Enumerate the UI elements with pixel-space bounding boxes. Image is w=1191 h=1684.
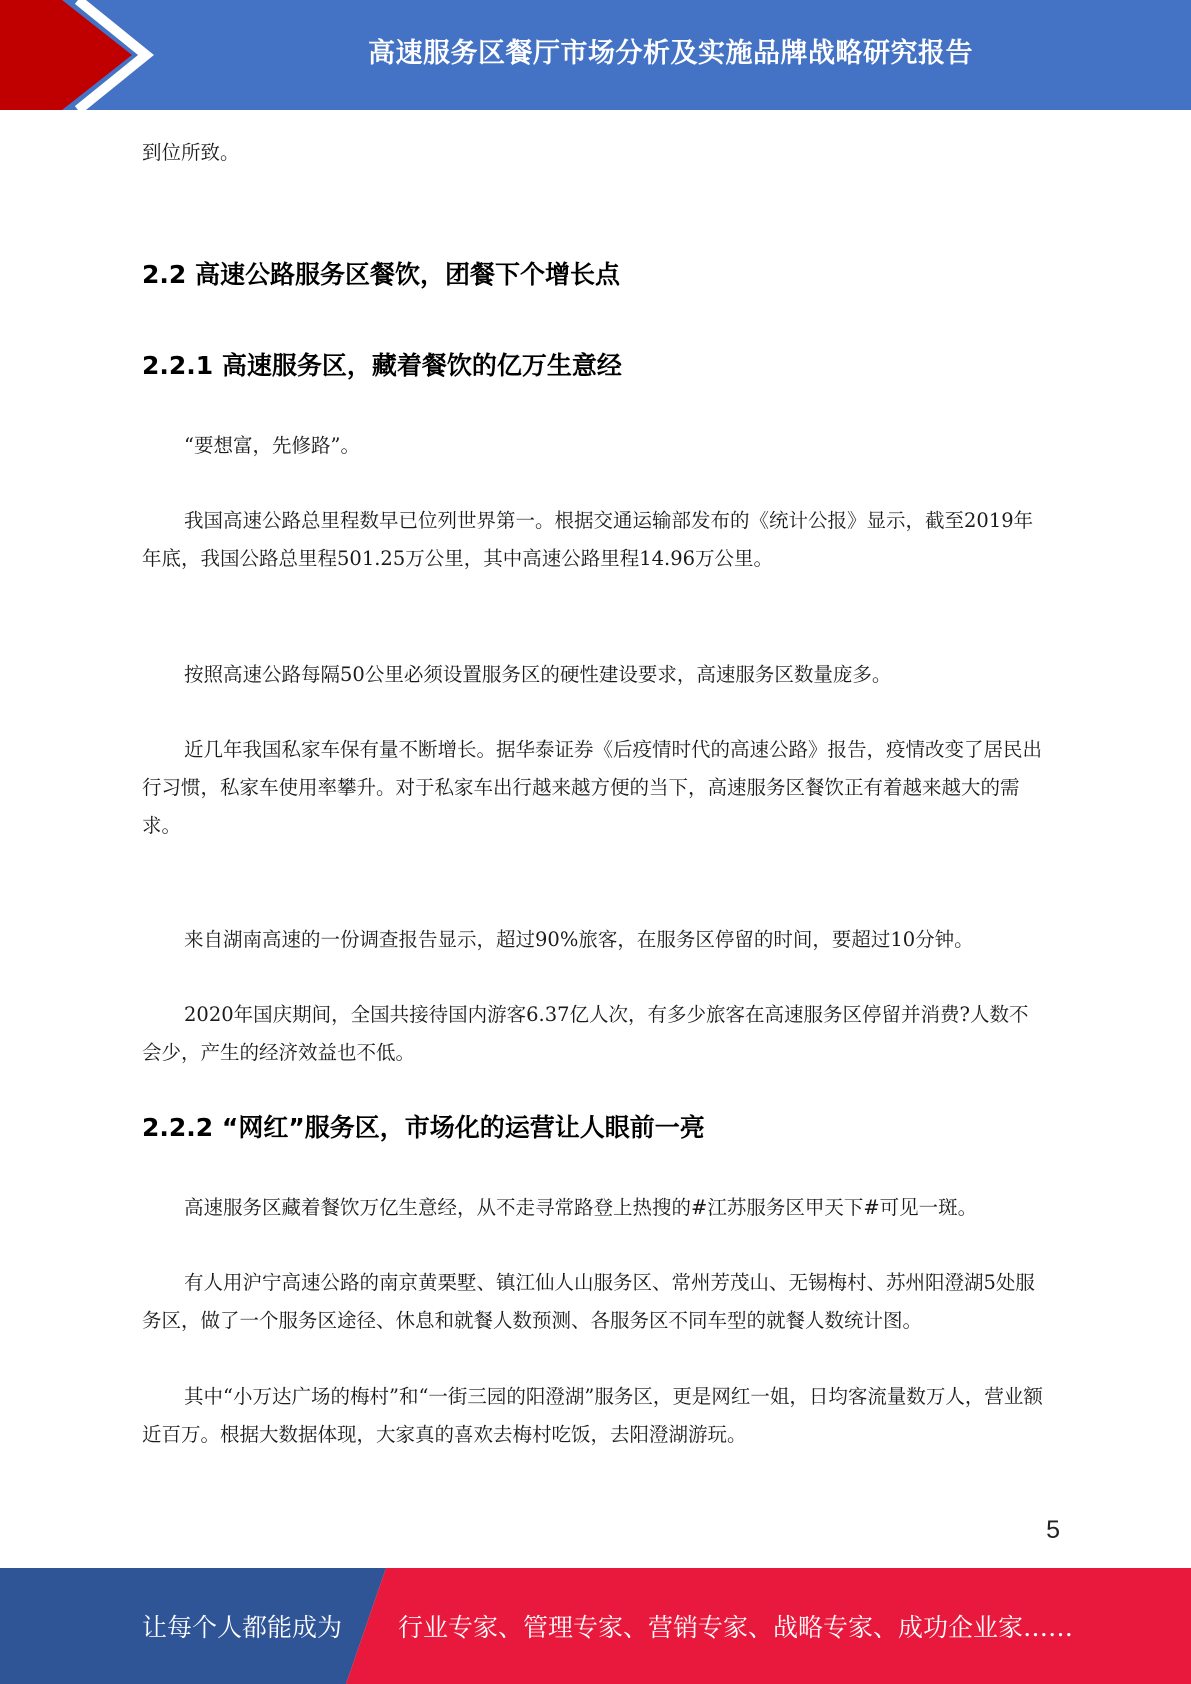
footer-slogan-right: 行业专家、管理专家、营销专家、战略专家、成功企业家…… [398,1613,1074,1642]
paragraph-national-day: 2020年国庆期间，全国共接待国内游客6.37亿人次，有多少旅客在高速服务区停留并消费?人数不会少，产生的经济效益也不低。 [142,1003,1029,1064]
footer-slogan-left: 让每个人都能成为 [142,1613,343,1642]
paragraph-huning-highway: 有人用沪宁高速公路的南京黄栗墅、镇江仙人山服务区、常州芳茂山、无锡梅村、苏州阳澄湖5处服务区，做了一个服务区途径、休息和就餐人数预测、各服务区不同车型的就餐人数统计图。 [142,1271,1035,1332]
page-footer [0,1568,1191,1684]
header-title: 高速服务区餐厅市场分析及实施品牌战略研究报告 [368,37,973,69]
paragraph-intro: 到位所致。 [142,141,240,164]
page-number: 5 [1046,1516,1060,1544]
section-heading-2-2-2: 2.2.2 “网红”服务区，市场化的运营让人眼前一亮 [142,1113,705,1142]
section-heading-2-2-1: 2.2.1 高速服务区，藏着餐饮的亿万生意经 [142,351,622,380]
paragraph-hunan-survey: 来自湖南高速的一份调查报告显示，超过90%旅客，在服务区停留的时间，要超过10分钟。 [184,928,974,951]
page-header [0,0,1191,110]
header-arrow-decoration [0,0,160,110]
paragraph-highway-mileage: 我国高速公路总里程数早已位列世界第一。根据交通运输部发布的《统计公报》显示，截至2019年年底，我国公路总里程501.25万公里，其中高速公路里程14.96万公里。 [142,509,1034,570]
paragraph-jiangsu-service: 高速服务区藏着餐饮万亿生意经，从不走寻常路登上热搜的#江苏服务区甲天下#可见一斑。 [184,1196,978,1219]
paragraph-meicun-yangchenghu: 其中“小万达广场的梅村”和“一街三园的阳澄湖”服务区，更是网红一姐，日均客流量数万人，营业额近百万。根据大数据体现，大家真的喜欢去梅村吃饭，去阳澄湖游玩。 [142,1385,1043,1446]
paragraph-service-area-count: 按照高速公路每隔50公里必须设置服务区的硬性建设要求，高速服务区数量庞多。 [184,663,892,686]
section-heading-2-2: 2.2 高速公路服务区餐饮，团餐下个增长点 [142,260,620,289]
paragraph-slogan: “要想富，先修路”。 [184,434,360,457]
paragraph-private-cars: 近几年我国私家车保有量不断增长。据华泰证券《后疫情时代的高速公路》报告，疫情改变了居民出行习惯，私家车使用率攀升。对于私家车出行越来越方便的当下，高速服务区餐饮正有着越来越大的需求。 [142,738,1043,837]
